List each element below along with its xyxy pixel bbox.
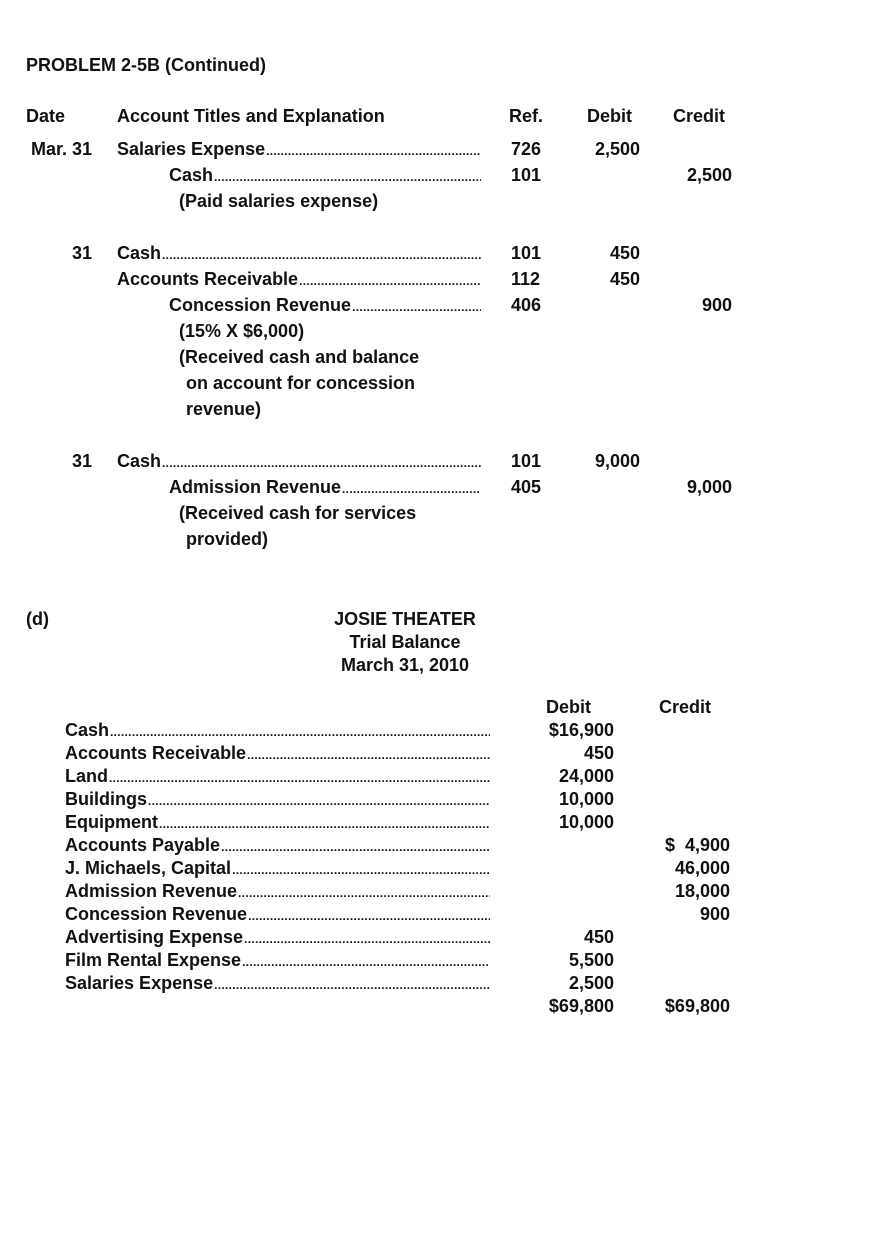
entry-explanation: on account for concession [186, 373, 416, 393]
account-title: Admission Revenue [65, 881, 238, 901]
entry-explanation: (Received cash and balance [179, 347, 420, 367]
account-title: Equipment [65, 812, 158, 832]
dot-leader [232, 857, 490, 881]
entry-explanation: provided) [186, 529, 269, 549]
tb-debit: 450 [583, 743, 614, 763]
dot-leader [221, 834, 490, 858]
dot-leader [109, 765, 490, 789]
tb-row [65, 903, 490, 927]
entry-date: 31 [71, 451, 92, 471]
problem-title: PROBLEM 2-5B (Continued) [26, 55, 266, 75]
posting-ref: 726 [511, 139, 542, 159]
tb-total-debit: $69,800 [548, 996, 614, 1016]
dot-leader [148, 788, 490, 812]
part-label: (d) [26, 609, 49, 629]
account-title: Buildings [65, 789, 147, 809]
dot-leader [342, 476, 481, 500]
journal-line [169, 476, 481, 500]
entry-explanation: (Paid salaries expense) [179, 191, 379, 211]
account-title: Accounts Payable [65, 835, 221, 855]
entry-date: 31 [71, 243, 92, 263]
dot-leader [110, 719, 490, 743]
tb-credit: 18,000 [674, 881, 730, 901]
journal-line [117, 268, 481, 292]
journal-line [117, 242, 481, 266]
entry-date: Mar. 31 [30, 139, 92, 159]
statement-title: Trial Balance [349, 632, 461, 652]
tb-credit: 900 [699, 904, 730, 924]
dot-leader [248, 903, 490, 927]
tb-row [65, 788, 490, 812]
account-title: J. Michaels, Capital [65, 858, 232, 878]
header-date: Date [26, 106, 66, 126]
tb-header-debit: Debit [546, 697, 591, 717]
tb-row [65, 742, 490, 766]
tb-credit: $ 4,900 [664, 835, 730, 855]
tb-row [65, 719, 490, 743]
posting-ref: 101 [511, 451, 542, 471]
account-title: Advertising Expense [65, 927, 244, 947]
credit-amount: 2,500 [686, 165, 732, 185]
debit-amount: 450 [609, 243, 640, 263]
tb-debit: 10,000 [558, 789, 614, 809]
tb-row [65, 880, 490, 904]
account-title: Accounts Receivable [117, 269, 299, 289]
statement-date: March 31, 2010 [340, 655, 470, 675]
dot-leader [247, 742, 490, 766]
account-title: Cash [65, 720, 110, 740]
account-title: Cash [117, 451, 162, 471]
tb-debit: 5,500 [568, 950, 614, 970]
tb-debit: 10,000 [558, 812, 614, 832]
company-name: JOSIE THEATER [334, 609, 476, 629]
tb-row [65, 926, 490, 950]
journal-line [169, 164, 481, 188]
tb-header-credit: Credit [659, 697, 712, 717]
account-title: Land [65, 766, 108, 786]
account-title: Salaries Expense [65, 973, 214, 993]
header-debit: Debit [587, 106, 632, 126]
journal-line [117, 450, 481, 474]
tb-row [65, 949, 490, 973]
posting-ref: 405 [511, 477, 542, 497]
dot-leader [244, 926, 490, 950]
dot-leader [159, 811, 490, 835]
tb-row [65, 834, 490, 858]
header-ref: Ref. [509, 106, 544, 126]
account-title: Salaries Expense [117, 139, 266, 159]
posting-ref: 101 [511, 243, 542, 263]
tb-debit: 2,500 [568, 973, 614, 993]
account-title: Admission Revenue [169, 477, 342, 497]
account-title: Concession Revenue [169, 295, 352, 315]
journal-line [169, 294, 481, 318]
tb-debit: $16,900 [548, 720, 614, 740]
dot-leader [162, 450, 481, 474]
entry-explanation: (Received cash for services [179, 503, 417, 523]
debit-amount: 450 [609, 269, 640, 289]
tb-debit: 24,000 [558, 766, 614, 786]
entry-explanation: revenue) [186, 399, 262, 419]
debit-amount: 9,000 [594, 451, 640, 471]
account-title: Cash [169, 165, 214, 185]
account-title: Cash [117, 243, 162, 263]
posting-ref: 112 [511, 269, 541, 289]
posting-ref: 406 [511, 295, 542, 315]
debit-amount: 2,500 [594, 139, 640, 159]
dot-leader [352, 294, 481, 318]
tb-debit: 450 [583, 927, 614, 947]
account-title: Film Rental Expense [65, 950, 242, 970]
account-title: Accounts Receivable [65, 743, 247, 763]
tb-credit: 46,000 [674, 858, 730, 878]
tb-row [65, 765, 490, 789]
dot-leader [299, 268, 481, 292]
tb-row [65, 857, 490, 881]
dot-leader [214, 972, 490, 996]
account-title: Concession Revenue [65, 904, 248, 924]
credit-amount: 9,000 [686, 477, 732, 497]
entry-explanation: (15% X $6,000) [179, 321, 305, 341]
dot-leader [242, 949, 490, 973]
dot-leader [266, 138, 481, 162]
journal-line [117, 138, 481, 162]
tb-row [65, 811, 490, 835]
dot-leader [214, 164, 481, 188]
tb-total-credit: $69,800 [664, 996, 730, 1016]
header-credit: Credit [673, 106, 726, 126]
header-account: Account Titles and Explanation [117, 106, 385, 126]
posting-ref: 101 [511, 165, 542, 185]
dot-leader [238, 880, 490, 904]
dot-leader [162, 242, 481, 266]
tb-row [65, 972, 490, 996]
credit-amount: 900 [701, 295, 732, 315]
